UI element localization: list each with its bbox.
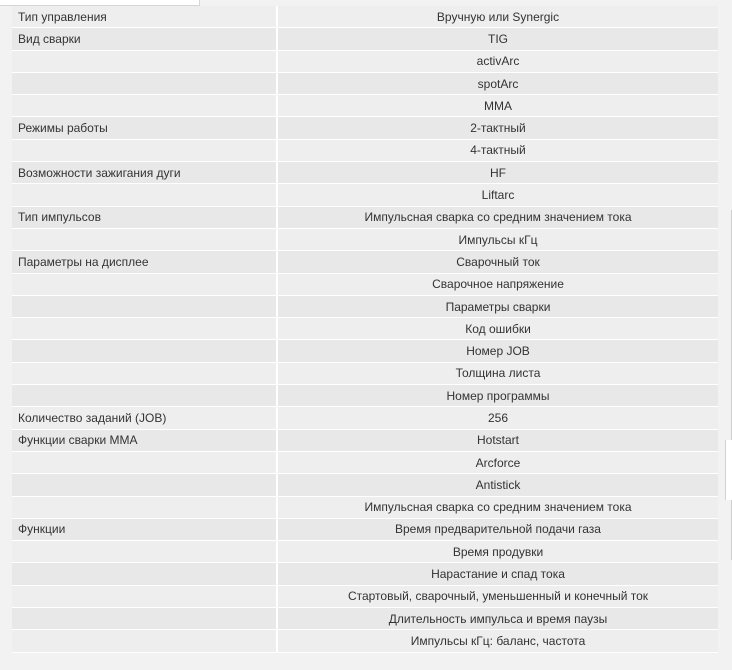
row-value: Длительность импульса и время паузы <box>388 611 608 626</box>
row-label <box>12 608 278 629</box>
table-row <box>12 430 718 452</box>
row-label: Функции <box>12 519 278 540</box>
scrollbar-track[interactable] <box>725 440 732 500</box>
row-label: Количество заданий (JOB) <box>12 407 278 428</box>
row-label: Функции сварки MMA <box>12 430 278 451</box>
row-label: Возможности зажигания дуги <box>12 162 278 183</box>
row-value: Код ошибки <box>465 321 531 336</box>
row-label <box>12 140 278 161</box>
table-row <box>12 318 718 340</box>
row-value: Импульсы кГц: баланс, частота <box>410 633 586 648</box>
row-value: Номер JOB <box>466 344 530 359</box>
table-row <box>12 474 718 496</box>
row-label <box>12 51 278 72</box>
row-label <box>12 363 278 384</box>
row-value: Liftarc <box>481 188 515 203</box>
row-value: Время продувки <box>452 544 544 559</box>
row-value: Стартовый, сварочный, уменьшенный и конечный ток <box>347 589 649 604</box>
table-row <box>12 296 718 318</box>
row-label <box>12 274 278 295</box>
table-row <box>12 229 718 251</box>
table-row <box>12 251 718 273</box>
table-row <box>12 385 718 407</box>
row-value: Вручную или Synergic <box>436 9 560 24</box>
row-value: HF <box>490 165 506 180</box>
table-row <box>12 519 718 541</box>
row-value: Hotstart <box>476 433 519 448</box>
table-row <box>12 630 718 652</box>
row-label <box>12 474 278 495</box>
row-label <box>12 563 278 584</box>
table-row <box>12 73 718 95</box>
table-row <box>12 162 718 184</box>
row-value: Импульсы кГц <box>458 232 538 247</box>
table-row <box>12 363 718 385</box>
table-row <box>12 497 718 519</box>
table-row <box>12 207 718 229</box>
row-label: Тип импульсов <box>12 207 278 228</box>
row-label <box>12 385 278 406</box>
row-label <box>12 541 278 562</box>
row-label <box>12 497 278 518</box>
row-label <box>12 318 278 339</box>
row-value: Толщина листа <box>455 366 541 381</box>
table-row <box>12 407 718 429</box>
table-row <box>12 140 718 162</box>
row-label <box>12 452 278 473</box>
row-value: Время предварительной подачи газа <box>395 522 601 537</box>
row-value: Импульсная сварка со средним значением тока <box>364 210 632 225</box>
row-value: Номер программы <box>446 388 550 403</box>
table-row <box>12 28 718 50</box>
table-row <box>12 563 718 585</box>
table-row <box>12 586 718 608</box>
row-value: 4-тактный <box>470 143 526 158</box>
row-value: Сварочный ток <box>456 254 540 269</box>
table-row <box>12 608 718 630</box>
table-row <box>12 51 718 73</box>
row-value: spotArc <box>477 76 519 91</box>
table-row <box>12 117 718 139</box>
row-label <box>12 340 278 361</box>
table-row <box>12 452 718 474</box>
row-value: 256 <box>487 410 509 425</box>
row-value: 2-тактный <box>470 121 526 136</box>
row-value: Arcforce <box>475 455 521 470</box>
row-value: Импульсная сварка со средним значением тока <box>364 500 632 515</box>
row-label <box>12 184 278 205</box>
row-label: Режимы работы <box>12 117 278 138</box>
row-value: TIG <box>488 31 508 46</box>
row-value: Сварочное напряжение <box>432 277 564 292</box>
row-label <box>12 229 278 250</box>
table-row <box>12 541 718 563</box>
row-value: Antistick <box>475 477 521 492</box>
row-label <box>12 95 278 116</box>
row-value: activArc <box>476 54 520 69</box>
spec-table <box>12 6 718 653</box>
row-value: MMA <box>484 98 512 113</box>
table-row <box>12 95 718 117</box>
row-label <box>12 586 278 607</box>
row-label <box>12 296 278 317</box>
row-label: Вид сварки <box>12 28 278 49</box>
table-row <box>12 184 718 206</box>
row-label <box>12 630 278 651</box>
table-row <box>12 6 718 28</box>
row-value: Параметры сварки <box>445 299 551 314</box>
table-row <box>12 274 718 296</box>
row-label <box>12 73 278 94</box>
row-label: Параметры на дисплее <box>12 251 278 272</box>
table-footer-band <box>0 658 732 670</box>
row-value: Нарастание и спад тока <box>431 567 565 582</box>
row-label: Тип управления <box>12 6 278 27</box>
table-row <box>12 340 718 362</box>
